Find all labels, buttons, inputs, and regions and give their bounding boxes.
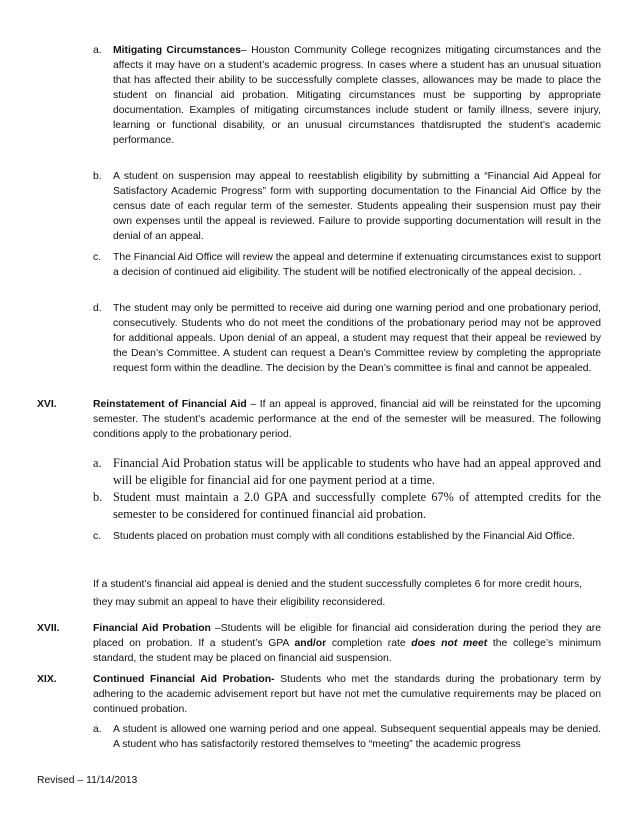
appeal-review-paragraph: The Financial Aid Office will review the appeal and determine if extenuating circumstances exist to support a decision of continued aid eligibility. The student will be notified electronically of the appeal decision. . xyxy=(113,252,601,278)
gpa-requirement-item: Student must maintain a 2.0 GPA and successfully complete 67% of attempted credits for the semester to be considered for continued financial aid probation. xyxy=(113,490,601,521)
suspension-appeal-paragraph: A student on suspension may appeal to reestablish eligibility by submitting a “Financial Aid Appeal for Satisfactory Academic Progress” form with supporting documentation to the Financial Aid Office by the census date of each regular term of the semester. Students appealing their suspension must pay their own expenses until the appeal is reviewed. Failure to provide supporting documentation will result in the denial of an appeal. xyxy=(113,171,601,242)
does-not-meet-emphasis: does not meet xyxy=(411,638,488,649)
and-or-emphasis: and/or xyxy=(294,638,327,649)
list-letter: c. xyxy=(93,531,102,542)
reinstatement-title: Reinstatement of Financial Aid xyxy=(93,399,247,410)
probation-text-part: completion rate xyxy=(326,638,412,649)
financial-aid-probation-title: Financial Aid Probation xyxy=(93,623,211,634)
probation-text-part: –Students will be eligible for financial aid consideration during the period they are placed on probation. If a student’s GPA xyxy=(93,623,601,649)
reinstatement-text: – If an appeal is approved, financial aid will be reinstated for the upcoming semester. The student’s academic performance at the end of the semester will be measured. The following conditions apply to the probationary period. xyxy=(93,399,601,440)
list-letter: d. xyxy=(93,303,102,314)
list-letter: a. xyxy=(93,456,102,470)
list-letter: a. xyxy=(93,45,102,56)
mitigating-circumstances-paragraph xyxy=(113,43,601,148)
continued-probation-text: Students who met the standards during the probationary term by adhering to the academic advisement report but have not met the cumulative requirements may be placed on continued probation. xyxy=(93,674,601,715)
continued-probation-paragraph xyxy=(93,672,601,717)
warning-appeal-item: A student is allowed one warning period and one appeal. Subsequent sequential appeals may be denied. A student who has satisfactorily restored themselves to “meeting” the academic progress xyxy=(113,724,601,750)
revision-footer: Revised – 11/14/2013 xyxy=(37,775,138,786)
list-letter: b. xyxy=(93,490,103,504)
reinstatement-paragraph xyxy=(93,397,601,442)
list-letter: c. xyxy=(93,252,102,263)
section-number: XIX. xyxy=(37,674,57,685)
denied-appeal-note: If a student’s financial aid appeal is denied and the student successfully completes 6 for more credit hours, they may submit an appeal to have their eligibility reconsidered. xyxy=(93,579,583,608)
probation-text-part: the college’s minimum standard, the student may be placed on financial aid suspension. xyxy=(93,638,601,664)
section-number: XVI. xyxy=(37,399,57,410)
probation-compliance-item: Students placed on probation must comply with all conditions established by the Financial Aid Office. xyxy=(113,531,575,542)
list-letter: a. xyxy=(93,724,102,735)
list-letter: b. xyxy=(93,171,102,182)
mitigating-circumstances-title: Mitigating Circumstances xyxy=(113,45,241,56)
mitigating-circumstances-text: – Houston Community College recognizes mitigating circumstances and the affects it may have on a student’s academic progress. In cases where a student has an unusual situation that has affected their ability to be successfully complete classes, allowances may be made to place the student on financial aid probation. Mitigating circumstances must be supporting by appropriate documentation. Examples of mitigating circumstances include student or family illness, severe injury, learning or functional disability, or an unusual circumstances thatdisrupted the student’s academic performance. xyxy=(113,45,601,146)
continued-probation-title: Continued Financial Aid Probation- xyxy=(93,674,275,685)
financial-aid-probation-paragraph xyxy=(93,621,601,666)
probation-status-item: Financial Aid Probation status will be applicable to students who have had an appeal approved and will be eligible for financial aid for one payment period at a time. xyxy=(113,456,601,487)
section-number: XVII. xyxy=(37,623,60,634)
probation-limit-paragraph: The student may only be permitted to receive aid during one warning period and one probationary period, consecutively. Students who do not meet the conditions of the probationary period may not be approved for additional appeals. Upon denial of an appeal, a student may request that their appeal be reviewed by the Dean’s Committee. A student can request a Dean’s Committee review by completing the appropriate request form within the deadline. The decision by the Dean’s committee is final and cannot be appealed. xyxy=(113,303,601,374)
